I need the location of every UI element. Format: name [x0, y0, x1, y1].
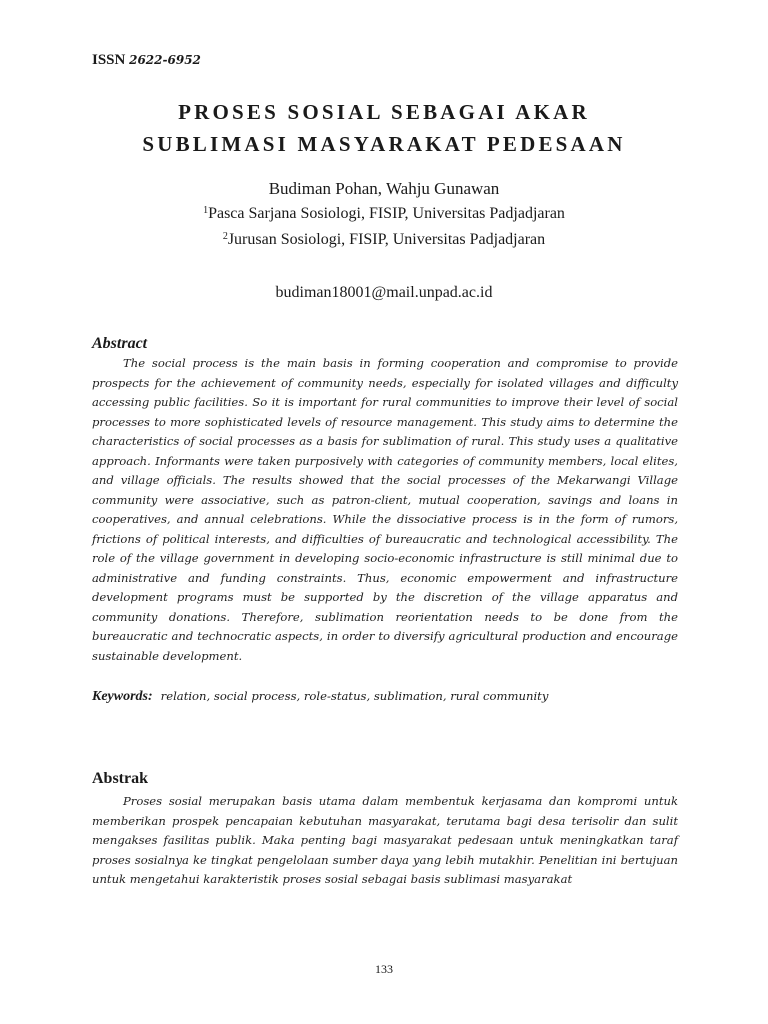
keywords-label: Keywords:: [92, 689, 153, 704]
abstrak-paragraph: Proses sosial merupakan basis utama dalam membentuk kerjasama dan kompromi untuk memberikan prospek pencapaian kebutuhan masyarakat, terutama bagi desa terisolir dan sulit mengakses fasilitas publik. Maka penting bagi masyarakat pedesaan untuk meningkatkan taraf proses sosialnya ke tingkat pengelolaan sumber daya yang lebih mutakhir. Penelitian ini bertujuan untuk mengetahui karakteristik proses sosial sebagai basis sublimasi masyarakat: [92, 794, 678, 886]
issn-number: 2622-6952: [129, 53, 201, 67]
issn-label: ISSN: [92, 52, 126, 68]
paper-title-line-1: PROSES SOSIAL SEBAGAI AKAR: [178, 100, 590, 124]
author-names: Budiman Pohan, Wahju Gunawan: [268, 179, 500, 198]
affiliation-1: [80, 205, 688, 223]
affiliation-2: [80, 231, 688, 249]
abstrak-heading: Abstrak: [92, 770, 149, 787]
paper-title-line-2: SUBLIMASI MASYARAKAT PEDESAAN: [142, 132, 626, 156]
keywords-text: relation, social process, role-status, sublimation, rural community: [160, 689, 549, 703]
abstract-paragraph: The social process is the main basis in forming cooperation and compromise to provide prospects for the achievement of community needs, especially for isolated villages and difficulty accessing public facilities. So it is important for rural communities to improve their level of social processes to more sophisticated levels of resource management. This study aims to determine the characteristics of social processes as a basis for sublimation of rural. This study uses a qualitative approach. Informants were taken purposively with categories of community members, local elites, and village officials. The results showed that the social processes of the Mekarwangi Village community were associative, such as patron-client, mutual cooperation, savings and loans in cooperatives, and annual celebrations. While the dissociative process is in the form of rumors, frictions of political interests, and difficulties of bureaucratic and technological accessibility. The role of the village government in developing socio-economic infrastructure is still minimal due to administrative and funding constraints. Thus, economic empowerment and infrastructure development programs must be supported by the discretion of the village apparatus and community donations. Therefore, sublimation reorientation needs to be done from the bureaucratic and technocratic aspects, in order to diversify agricultural production and encourage sustainable development.: [92, 356, 678, 663]
keywords-line: [92, 689, 548, 705]
author-email: budiman18001@mail.unpad.ac.id: [275, 284, 493, 301]
abstract-heading: Abstract: [92, 335, 148, 352]
affiliation-mark: 2: [222, 231, 228, 242]
issn-header: [92, 52, 201, 69]
affiliation-mark: 1: [203, 205, 209, 216]
page-number: 133: [375, 962, 393, 976]
affiliation-text: Jurusan Sosiologi, FISIP, Universitas Padjadjaran: [227, 231, 546, 248]
affiliation-text: Pasca Sarjana Sosiologi, FISIP, Universitas Padjadjaran: [208, 205, 565, 222]
